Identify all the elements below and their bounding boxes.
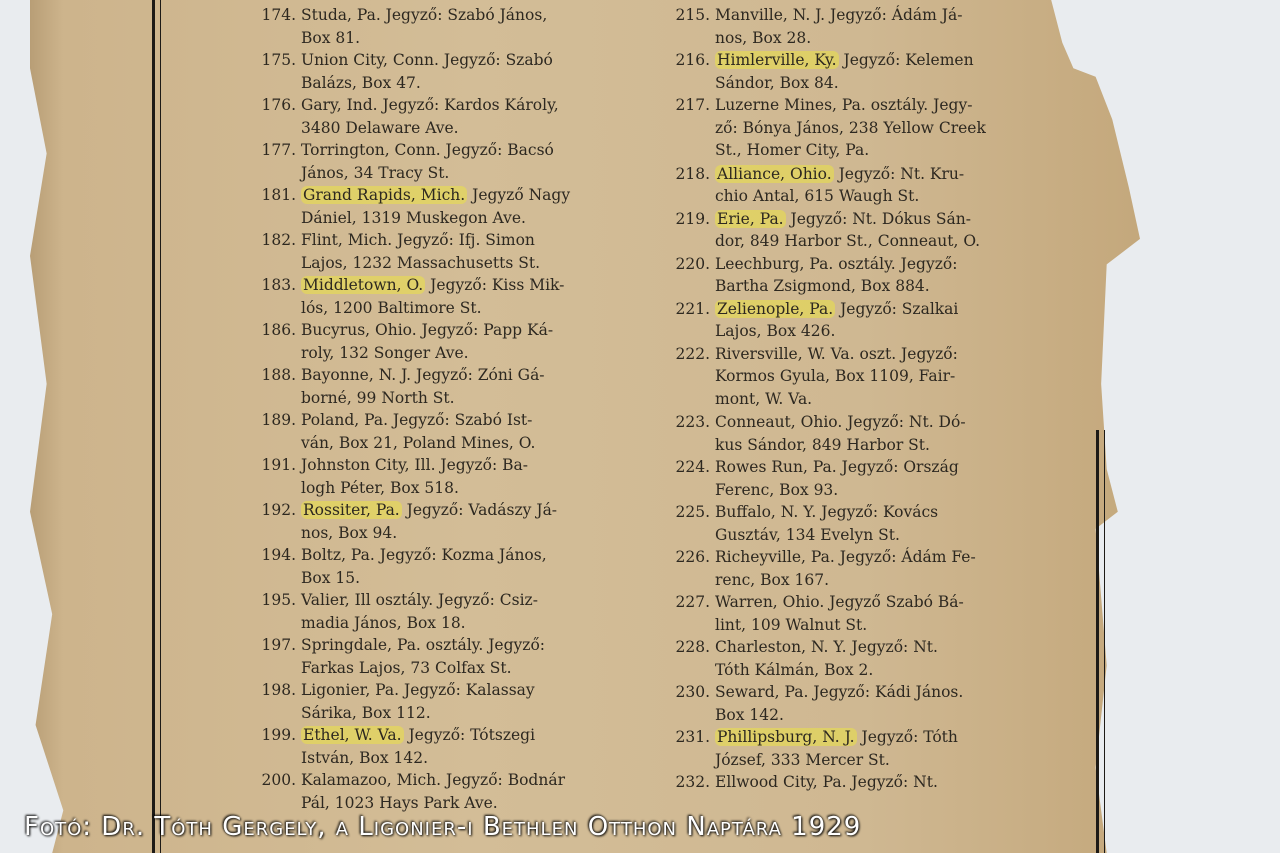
directory-entry <box>248 94 608 139</box>
entry-line2: 3480 Delaware Ave. <box>301 118 459 137</box>
directory-column-right <box>662 4 1012 794</box>
directory-entry <box>248 454 608 499</box>
directory-entry <box>662 94 1012 162</box>
entry-number: 192. <box>261 501 296 519</box>
highlighted-place-name: Alliance, Ohio. <box>717 164 832 183</box>
entry-text <box>715 591 1012 636</box>
directory-entry <box>662 501 1012 546</box>
entry-number: 228. <box>675 638 710 656</box>
entry-line2: madia János, Box 18. <box>301 613 466 632</box>
entry-line2: Gusztáv, 134 Evelyn St. <box>715 525 900 544</box>
directory-entry <box>248 499 608 544</box>
entry-text <box>301 139 608 184</box>
entry-line2: lint, 109 Walnut St. <box>715 615 868 634</box>
entry-line-1: Buffalo, N. Y. Jegyző: Kovács <box>715 503 939 521</box>
directory-entry <box>662 636 1012 681</box>
entry-number: 197. <box>261 636 296 654</box>
entry-line-1: Seward, Pa. Jegyző: Kádi János. <box>715 683 964 701</box>
column-rule-right <box>1096 430 1099 853</box>
entry-line-1: Ligonier, Pa. Jegyző: Kalassay <box>301 681 535 699</box>
entry-number: 191. <box>261 456 296 474</box>
entry-line-1: Charleston, N. Y. Jegyző: Nt. <box>715 638 938 656</box>
entry-line-1: Bucyrus, Ohio. Jegyző: Papp Ká- <box>301 321 554 339</box>
entry-text <box>301 364 608 409</box>
entry-text <box>715 681 1012 726</box>
entry-text <box>301 49 608 94</box>
entry-number: 232. <box>675 773 710 791</box>
directory-entry <box>662 726 1012 771</box>
directory-entry <box>248 634 608 679</box>
entry-number: 194. <box>261 546 296 564</box>
entry-number: 189. <box>261 411 296 429</box>
highlighted-place-name: Grand Rapids, Mich. <box>303 186 466 204</box>
entry-line-1: Middletown, O. Jegyző: Kiss Mik- <box>303 276 565 294</box>
entry-line2: Tóth Kálmán, Box 2. <box>715 660 874 679</box>
highlighted-place-name: Phillipsburg, N. J. <box>717 728 855 746</box>
entry-number: 225. <box>675 503 710 521</box>
directory-entry <box>248 544 608 589</box>
entry-text <box>715 546 1012 591</box>
column-rule-left <box>152 0 155 853</box>
directory-entry <box>248 769 608 814</box>
entry-line2: logh Péter, Box 518. <box>301 478 459 497</box>
entry-number: 175. <box>261 51 296 69</box>
entry-line-1: Torrington, Conn. Jegyző: Bacsó <box>301 141 554 159</box>
directory-entry <box>248 679 608 724</box>
entry-text <box>715 163 1012 208</box>
entry-line-1: Phillipsburg, N. J. Jegyző: Tóth <box>717 728 958 746</box>
entry-line-1: Riversville, W. Va. oszt. Jegyző: <box>715 344 958 363</box>
entry-line-1: Kalamazoo, Mich. Jegyző: Bodnár <box>301 771 565 789</box>
entry-line2: renc, Box 167. <box>715 570 830 589</box>
entry-line-1: Zelienople, Pa. Jegyző: Szalkai <box>717 299 959 318</box>
highlighted-place-name: Erie, Pa. <box>717 209 784 228</box>
entry-number: 195. <box>261 591 296 609</box>
highlighted-place-name: Rossiter, Pa. <box>303 501 400 519</box>
entry-number: 198. <box>261 681 296 699</box>
entry-line-1: Alliance, Ohio. Jegyző: Nt. Kru- <box>717 164 965 183</box>
entry-line2: Sándor, Box 84. <box>715 73 839 92</box>
entry-text <box>301 679 608 724</box>
entry-text <box>715 726 1012 771</box>
entry-text <box>715 208 1012 253</box>
directory-entry <box>662 253 1012 298</box>
entry-line2: Box 142. <box>715 705 784 724</box>
entry-line2: roly, 132 Songer Ave. <box>301 343 469 362</box>
entry-number: 215. <box>675 6 710 24</box>
entry-text <box>301 229 608 274</box>
entry-text <box>301 634 608 679</box>
entry-text <box>715 4 1012 49</box>
entry-line2: lós, 1200 Baltimore St. <box>301 298 482 317</box>
directory-entry <box>248 319 608 364</box>
entry-line-1: Rossiter, Pa. Jegyző: Vadászy Já- <box>303 501 558 519</box>
entry-text <box>301 274 608 319</box>
directory-entry <box>662 681 1012 726</box>
entry-line2: ván, Box 21, Poland Mines, O. <box>301 433 536 452</box>
entry-line2: Balázs, Box 47. <box>301 73 421 92</box>
directory-entry <box>248 274 608 319</box>
entry-line2: József, 333 Mercer St. <box>715 750 890 769</box>
entry-line3: St., Homer City, Pa. <box>715 141 870 159</box>
entry-line2: Box 15. <box>301 568 361 587</box>
entry-line-1: Flint, Mich. Jegyző: Ifj. Simon <box>301 231 535 249</box>
entry-line-1: Erie, Pa. Jegyző: Nt. Dókus Sán- <box>717 209 971 228</box>
entry-line-1: Poland, Pa. Jegyző: Szabó Ist- <box>301 411 533 429</box>
entry-number: 231. <box>675 728 710 746</box>
directory-entry <box>662 298 1012 343</box>
directory-entry <box>248 409 608 454</box>
entry-text <box>715 411 1012 456</box>
directory-entry <box>248 724 608 769</box>
entry-text <box>715 456 1012 501</box>
entry-line2: Box 81. <box>301 28 361 47</box>
entry-number: 216. <box>675 51 710 69</box>
entry-line2: Dániel, 1319 Muskegon Ave. <box>301 208 526 227</box>
entry-number: 174. <box>261 6 296 24</box>
directory-entry <box>248 139 608 184</box>
highlighted-place-name: Middletown, O. <box>303 276 424 294</box>
entry-text <box>301 94 608 139</box>
directory-entry <box>662 208 1012 253</box>
entry-line2: nos, Box 28. <box>715 28 812 47</box>
entry-line-1: Springdale, Pa. osztály. Jegyző: <box>301 636 546 654</box>
entry-line2: Farkas Lajos, 73 Colfax St. <box>301 658 512 677</box>
entry-number: 199. <box>261 726 296 744</box>
entry-text <box>715 343 1012 411</box>
directory-entry <box>662 771 1012 794</box>
entry-text <box>301 409 608 454</box>
directory-entry <box>248 184 608 229</box>
entry-number: 217. <box>675 96 710 114</box>
entry-number: 181. <box>261 186 296 204</box>
entry-text <box>715 298 1012 343</box>
entry-line2: dor, 849 Harbor St., Conneaut, O. <box>715 232 981 250</box>
directory-entry <box>248 589 608 634</box>
entry-line-1: Gary, Ind. Jegyző: Kardos Károly, <box>301 96 559 114</box>
photo-credit-caption: Fotó: Dr. Tóth Gergely, a Ligonier-i Bethlen Otthon Naptára 1929 <box>24 812 862 842</box>
entry-number: 188. <box>261 366 296 384</box>
entry-text <box>715 501 1012 546</box>
highlighted-place-name: Zelienople, Pa. <box>717 299 834 318</box>
entry-line-1: Studa, Pa. Jegyző: Szabó János, <box>301 6 548 24</box>
entry-text <box>301 769 608 814</box>
entry-line2: Bartha Zsigmond, Box 884. <box>715 277 930 295</box>
entry-line-1: Boltz, Pa. Jegyző: Kozma János, <box>301 546 547 564</box>
entry-line-1: Manville, N. J. Jegyző: Ádám Já- <box>715 6 963 24</box>
entry-line2: János, 34 Tracy St. <box>301 163 450 182</box>
entry-number: 222. <box>675 344 710 363</box>
entry-line-1: Union City, Conn. Jegyző: Szabó <box>301 51 553 69</box>
entry-line2: Lajos, 1232 Massachusetts St. <box>301 253 541 272</box>
directory-entry <box>662 456 1012 501</box>
entry-text <box>301 544 608 589</box>
entry-line-1: Leechburg, Pa. osztály. Jegyző: <box>715 254 958 273</box>
entry-number: 223. <box>675 413 710 431</box>
entry-line2: Lajos, Box 426. <box>715 322 836 340</box>
entry-line-1: Conneaut, Ohio. Jegyző: Nt. Dó- <box>715 413 966 431</box>
entry-line2: borné, 99 North St. <box>301 388 455 407</box>
entry-line-1: Ellwood City, Pa. Jegyző: Nt. <box>715 773 938 791</box>
entry-text <box>301 319 608 364</box>
directory-entry <box>662 411 1012 456</box>
entry-text <box>715 94 1012 162</box>
entry-text <box>715 771 1012 794</box>
entry-line-1: Warren, Ohio. Jegyző Szabó Bá- <box>715 593 964 611</box>
entry-number: 186. <box>261 321 296 339</box>
directory-entry <box>248 364 608 409</box>
entry-number: 230. <box>675 683 710 701</box>
entry-line-1: Richeyville, Pa. Jegyző: Ádám Fe- <box>715 548 976 566</box>
entry-line2: Pál, 1023 Hays Park Ave. <box>301 793 498 812</box>
highlighted-place-name: Ethel, W. Va. <box>303 726 402 744</box>
highlighted-place-name: Himlerville, Ky. <box>717 51 837 69</box>
entry-text <box>715 636 1012 681</box>
column-rule-right-inner <box>1104 430 1105 853</box>
entry-line2: Kormos Gyula, Box 1109, Fair- <box>715 367 956 385</box>
entry-line-1: Johnston City, Ill. Jegyző: Ba- <box>301 456 529 474</box>
entry-number: 227. <box>675 593 710 611</box>
column-rule-left-inner <box>160 0 161 853</box>
entry-number: 182. <box>261 231 296 249</box>
directory-entry <box>248 229 608 274</box>
entry-text <box>715 253 1012 298</box>
entry-line-1: Grand Rapids, Mich. Jegyző Nagy <box>303 186 571 204</box>
entry-text <box>301 4 608 49</box>
entry-line-1: Valier, Ill osztály. Jegyző: Csiz- <box>301 591 538 609</box>
directory-entry <box>662 546 1012 591</box>
entry-number: 221. <box>675 299 710 318</box>
directory-entry <box>662 343 1012 411</box>
entry-line-1: Luzerne Mines, Pa. osztály. Jegy- <box>715 96 973 114</box>
directory-entry <box>662 49 1012 94</box>
directory-entry <box>662 163 1012 208</box>
entry-line3: mont, W. Va. <box>715 389 813 408</box>
entry-line-1: Bayonne, N. J. Jegyző: Zóni Gá- <box>301 366 545 384</box>
entry-number: 224. <box>675 458 710 476</box>
entry-number: 220. <box>675 254 710 273</box>
directory-entry <box>248 4 608 49</box>
entry-line2: István, Box 142. <box>301 748 429 767</box>
entry-line-1: Ethel, W. Va. Jegyző: Tótszegi <box>303 726 536 744</box>
entry-text <box>301 499 608 544</box>
entry-number: 200. <box>261 771 296 789</box>
directory-column-left <box>248 4 608 814</box>
entry-line-1: Himlerville, Ky. Jegyző: Kelemen <box>717 51 974 69</box>
entry-text <box>715 49 1012 94</box>
entry-text <box>301 724 608 769</box>
entry-line2: Sárika, Box 112. <box>301 703 431 722</box>
entry-number: 219. <box>675 209 710 228</box>
entry-number: 226. <box>675 548 710 566</box>
directory-entry <box>662 591 1012 636</box>
entry-line2: nos, Box 94. <box>301 523 398 542</box>
directory-entry <box>248 49 608 94</box>
entry-line2: ző: Bónya János, 238 Yellow Creek <box>715 118 986 137</box>
entry-text <box>301 184 608 229</box>
entry-line2: chio Antal, 615 Waugh St. <box>715 187 920 205</box>
entry-number: 183. <box>261 276 296 294</box>
entry-text <box>301 589 608 634</box>
entry-number: 218. <box>675 164 710 183</box>
entry-number: 177. <box>261 141 296 159</box>
entry-line-1: Rowes Run, Pa. Jegyző: Ország <box>715 458 959 476</box>
entry-text <box>301 454 608 499</box>
entry-number: 176. <box>261 96 296 114</box>
directory-entry <box>662 4 1012 49</box>
entry-line2: kus Sándor, 849 Harbor St. <box>715 435 930 454</box>
entry-line2: Ferenc, Box 93. <box>715 480 839 499</box>
